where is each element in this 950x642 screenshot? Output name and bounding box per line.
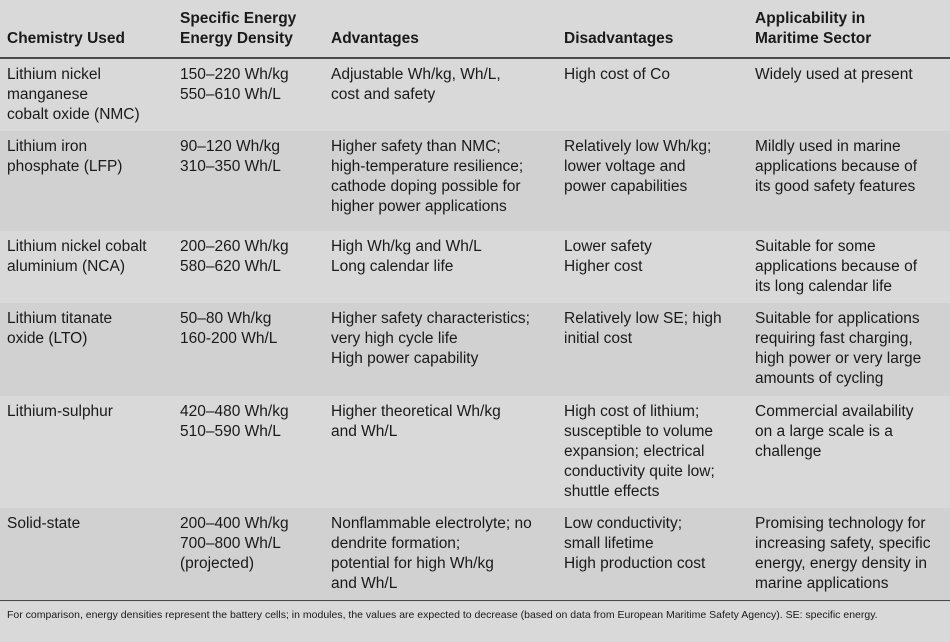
table-row <box>0 131 950 231</box>
header-disadvantages: Disadvantages <box>556 0 747 58</box>
cell-energy: 200–400 Wh/kg 700–800 Wh/L (projected) <box>172 508 323 602</box>
cell-chemistry: Lithium titanate oxide (LTO) <box>0 303 172 396</box>
cell-energy: 200–260 Wh/kg 580–620 Wh/L <box>172 231 323 303</box>
cell-advantages: High Wh/kg and Wh/L Long calendar life <box>323 231 556 303</box>
cell-disadvantages: Relatively low SE; high initial cost <box>556 303 747 396</box>
table-row <box>0 303 950 396</box>
cell-chemistry: Lithium iron phosphate (LFP) <box>0 131 172 231</box>
cell-chemistry: Lithium nickel cobalt aluminium (NCA) <box>0 231 172 303</box>
table-row <box>0 58 950 131</box>
table-row <box>0 396 950 508</box>
cell-applicability: Widely used at present <box>747 58 950 131</box>
header-energy: Specific Energy Energy Density <box>172 0 323 58</box>
table-header <box>0 0 950 58</box>
table-row <box>0 508 950 602</box>
cell-applicability: Promising technology for increasing safety, specific energy, energy density in marine applications <box>747 508 950 602</box>
cell-disadvantages: High cost of Co <box>556 58 747 131</box>
cell-energy: 150–220 Wh/kg 550–610 Wh/L <box>172 58 323 131</box>
cell-chemistry: Lithium-sulphur <box>0 396 172 508</box>
cell-applicability: Suitable for applications requiring fast charging, high power or very large amounts of cycling <box>747 303 950 396</box>
cell-disadvantages: Lower safety Higher cost <box>556 231 747 303</box>
cell-energy: 50–80 Wh/kg 160-200 Wh/L <box>172 303 323 396</box>
cell-energy: 90–120 Wh/kg 310–350 Wh/L <box>172 131 323 231</box>
cell-applicability: Commercial availability on a large scale is a challenge <box>747 396 950 508</box>
cell-chemistry: Solid-state <box>0 508 172 602</box>
cell-advantages: Higher safety characteristics; very high cycle life High power capability <box>323 303 556 396</box>
cell-applicability: Suitable for some applications because of its long calendar life <box>747 231 950 303</box>
header-advantages: Advantages <box>323 0 556 58</box>
table-row <box>0 231 950 303</box>
cell-disadvantages: Low conductivity; small lifetime High production cost <box>556 508 747 602</box>
table-footnote: For comparison, energy densities represent the battery cells; in modules, the values are expected to decrease (based on data from European Maritime Safety Agency). SE: specific energy. <box>7 609 878 621</box>
cell-advantages: Higher theoretical Wh/kg and Wh/L <box>323 396 556 508</box>
cell-advantages: Nonflammable electrolyte; no dendrite formation; potential for high Wh/kg and Wh/L <box>323 508 556 602</box>
cell-disadvantages: High cost of lithium; susceptible to volume expansion; electrical conductivity quite low; shuttle effects <box>556 396 747 508</box>
cell-energy: 420–480 Wh/kg 510–590 Wh/L <box>172 396 323 508</box>
header-row <box>0 0 950 58</box>
table-body <box>0 58 950 602</box>
cell-disadvantages: Relatively low Wh/kg; lower voltage and power capabilities <box>556 131 747 231</box>
cell-advantages: Adjustable Wh/kg, Wh/L, cost and safety <box>323 58 556 131</box>
cell-chemistry: Lithium nickel manganese cobalt oxide (NMC) <box>0 58 172 131</box>
header-chemistry: Chemistry Used <box>0 0 172 58</box>
cell-advantages: Higher safety than NMC; high-temperature resilience; cathode doping possible for higher power applications <box>323 131 556 231</box>
header-applicability: Applicability in Maritime Sector <box>747 0 950 58</box>
cell-applicability: Mildly used in marine applications because of its good safety features <box>747 131 950 231</box>
footnote-divider <box>0 600 950 601</box>
